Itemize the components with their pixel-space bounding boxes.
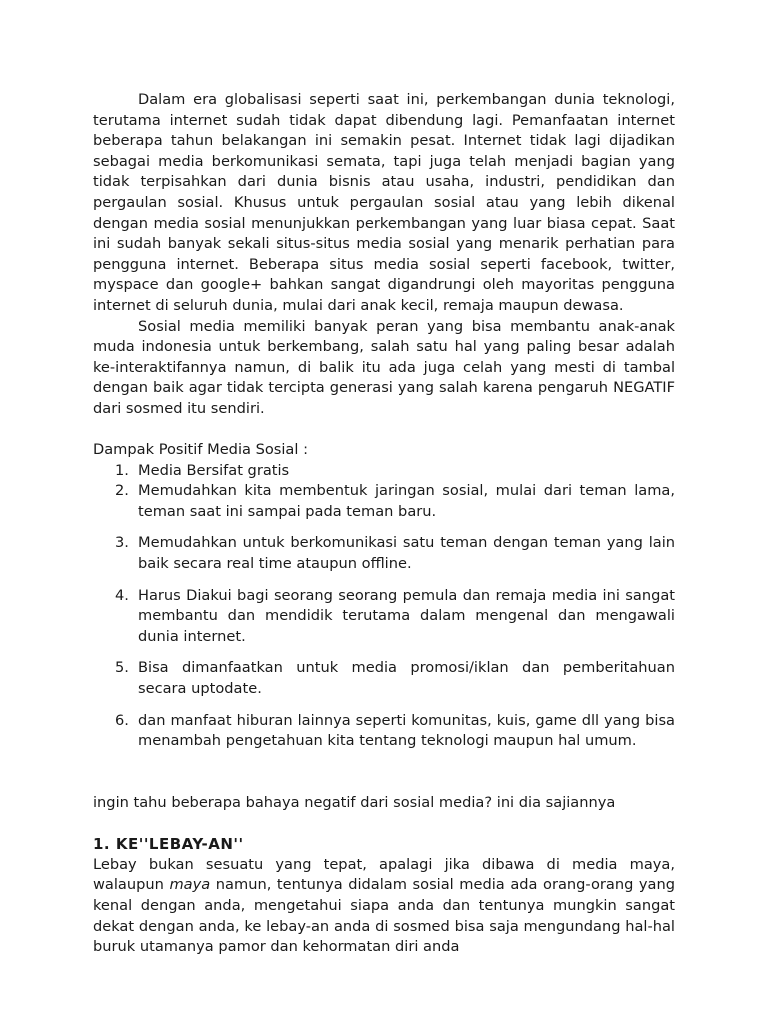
list-item-number: 1. [115,461,129,479]
list-item-text: Media Bersifat gratis [138,461,290,479]
list-item-text: Memudahkan untuk berkomunikasi satu teman dengan teman yang lain baik secara real time ataupun offline. [138,534,675,573]
list-item-text: Memudahkan kita membentuk jaringan sosial, mulai dari teman lama, teman saat ini sampai pada teman baru. [138,482,675,520]
list-item-number: 4. [115,586,129,604]
list-item [93,481,675,522]
list-item [93,586,675,648]
blank-line [93,752,675,773]
list-item [93,461,675,482]
section-body-italic: maya [169,876,211,894]
list-item [93,711,675,752]
positive-impact-title: Dampak Positif Media Sosial : [93,441,308,459]
list-item-text: dan manfaat hiburan lainnya seperti komunitas, kuis, game dll yang bisa menambah pengetahuan kita tentang teknologi maupun hal umum. [138,711,675,750]
blank-line [93,420,675,441]
section-body [93,855,675,958]
document-page [93,90,675,958]
list-item-number: 3. [115,534,129,552]
paragraph-social-media-role: Sosial media memiliki banyak peran yang bisa membantu anak-anak muda indonesia untuk berkembang, salah satu hal yang paling besar adalah ke-interaktifannya namun, di balik itu ada juga celah yang mesti di tambal dengan baik agar tidak tercipta generasi yang salah karena pengaruh NEGATIF dari sosmed itu sendiri. [93,317,675,417]
section-body-text: Lebay bukan sesuatu yang tepat, apalagi jika dibawa di media maya, walaupun [93,855,675,894]
blank-line [93,772,675,793]
list-item-number: 6. [115,711,129,729]
blank-line [93,814,675,835]
positive-impact-list [93,461,675,752]
list-item [93,658,675,699]
section-body-text: namun, tentunya didalam sosial media ada orang-orang yang kenal dengan anda, mengetahui siapa anda dan tentunya mungkin sangat dekat dengan anda, ke lebay-an anda di sosmed bisa saja mengundang hal-hal buruk utamanya pamor dan kehormatan diri anda [93,876,676,956]
section-heading: 1. KE''LEBAY-AN'' [93,835,244,854]
negative-intro: ingin tahu beberapa bahaya negatif dari sosial media? ini dia sajiannya [93,794,616,811]
paragraph-intro: Dalam era globalisasi seperti saat ini, perkembangan dunia teknologi, terutama internet sudah tidak dapat dibendung lagi. Pemanfaatan internet beberapa tahun belakangan ini semakin pesat. Internet tidak lagi dijadikan sebagai media berkomunikasi semata, tapi juga telah menjadi bagian yang tidak terpisahkan dari dunia bisnis atau usaha, industri, pendidikan dan pergaulan sosial. Khusus untuk pergaulan sosial atau yang lebih dikenal dengan media sosial menunjukkan perkembangan yang luar biasa cepat. Saat ini sudah banyak sekali situs-situs media sosial yang menarik perhatian para pengguna internet. Beberapa situs media sosial seperti facebook, twitter, myspace dan google+ bahkan sangat digandrungi oleh mayoritas pengguna internet di seluruh dunia, mulai dari anak kecil, remaja maupun dewasa. [93,91,675,314]
list-item-number: 2. [115,482,129,500]
list-item [93,533,675,574]
list-item-number: 5. [115,659,129,677]
list-item-text: Harus Diakui bagi seorang seorang pemula dan remaja media ini sangat membantu dan mendidik terutama dalam mengenal dan mengawali dunia internet. [138,586,675,645]
list-item-text: Bisa dimanfaatkan untuk media promosi/iklan dan pemberitahuan secara uptodate. [138,659,675,698]
